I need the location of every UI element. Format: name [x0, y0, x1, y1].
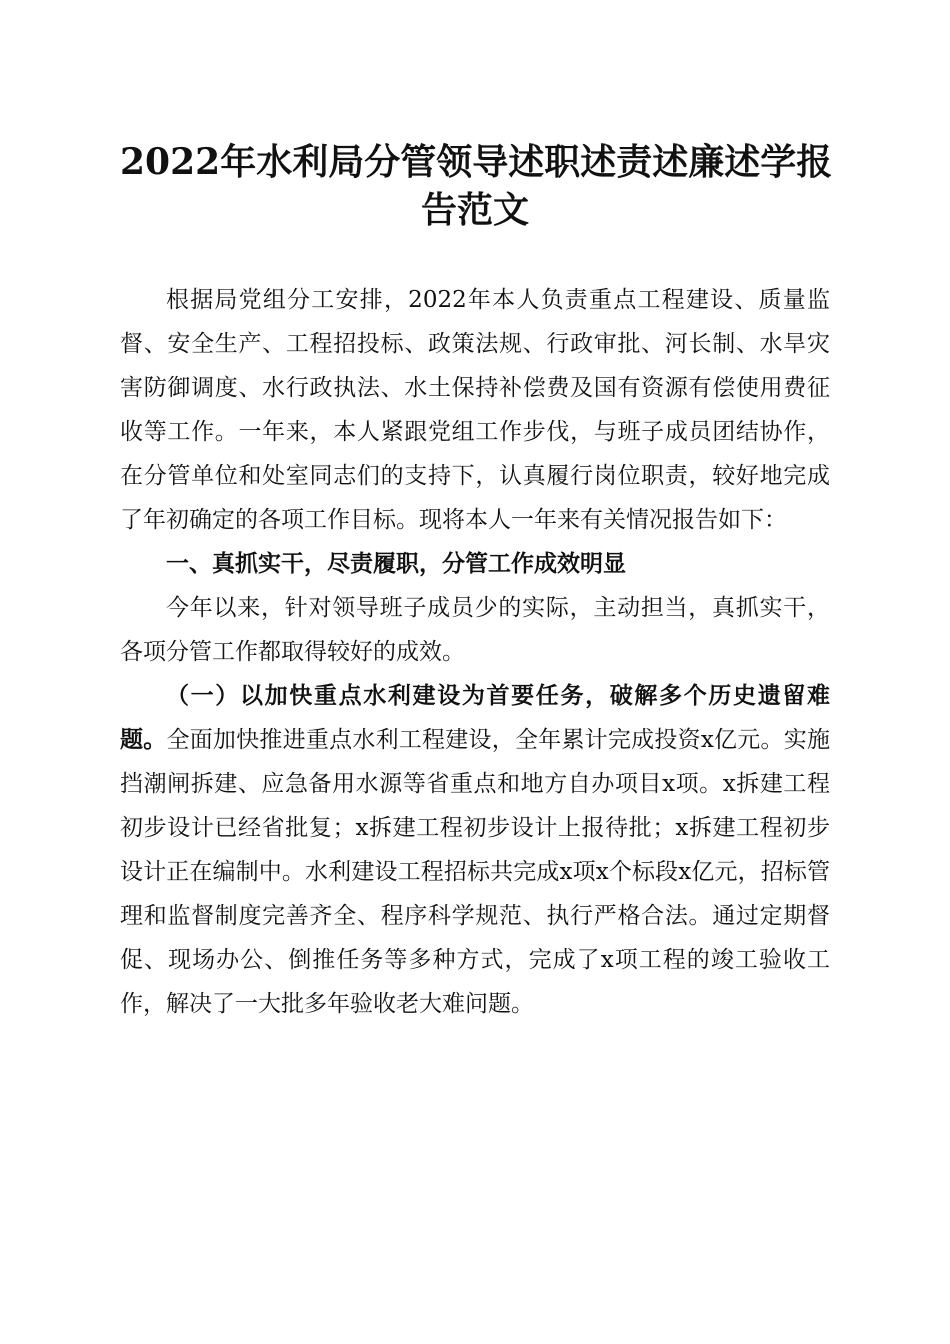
document-body	[120, 278, 830, 1026]
section-intro-paragraph: 今年以来，针对领导班子成员少的实际，主动担当，真抓实干，各项分管工作都取得较好的成效。	[120, 595, 830, 665]
subsection-heading: （一）以加快重点水利建设为首要任务，破解多个历史遗留难题。	[120, 682, 830, 753]
intro-paragraph: 根据局党组分工安排，2022年本人负责重点工程建设、质量监督、安全生产、工程招投标、政策法规、行政审批、河长制、水旱灾害防御调度、水行政执法、水土保持补偿费及国有资源有偿使用费征收等工作。一年来，本人紧跟党组工作步伐，与班子成员团结协作，在分管单位和处室同志们的支持下，认真履行岗位职责，较好地完成了年初确定的各项工作目标。现将本人一年来有关情况报告如下：	[120, 287, 830, 533]
title-line-2: 告范文	[420, 189, 529, 231]
document-title	[120, 138, 833, 234]
title-line-1: 2022年水利局分管领导述职述责述廉述学报	[120, 141, 833, 183]
section-heading: 一、真抓实干，尽责履职，分管工作成效明显	[166, 551, 626, 577]
subsection-paragraph	[120, 674, 830, 1026]
subsection-body: 全面加快推进重点水利工程建设，全年累计完成投资x亿元。实施挡潮闸拆建、应急备用水源等省重点和地方自办项目x项。x拆建工程初步设计已经省批复；x拆建工程初步设计上报待批；x拆建工程初步设计正在编制中。水利建设工程招标共完成x项x个标段x亿元，招标管理和监督制度完善齐全、程序科学规范、执行严格合法。通过定期督促、现场办公、倒推任务等多种方式，完成了x项工程的竣工验收工作，解决了一大批多年验收老大难问题。	[120, 727, 830, 1017]
